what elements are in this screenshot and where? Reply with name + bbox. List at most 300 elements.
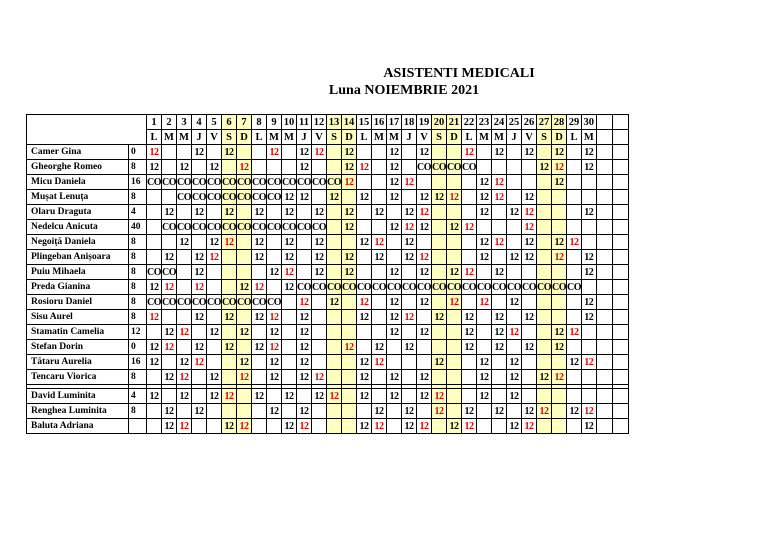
leave-cell: CO xyxy=(462,161,476,173)
empty-cell xyxy=(252,355,267,370)
header-row-days xyxy=(27,115,629,130)
shift-cell: 12 xyxy=(342,265,357,280)
empty-cell xyxy=(462,389,477,404)
shift-cell: 12 xyxy=(567,355,582,370)
shift-cell: 12 xyxy=(297,310,312,325)
empty-cell xyxy=(462,190,477,205)
empty-cell xyxy=(402,370,417,385)
empty-cell xyxy=(252,265,267,280)
empty-cell xyxy=(162,355,177,370)
empty-cell xyxy=(327,265,342,280)
empty-cell xyxy=(507,190,522,205)
shift-cell: 12 xyxy=(417,205,432,220)
shift-cell: 12 xyxy=(252,205,267,220)
staff-row xyxy=(27,404,629,419)
shift-cell: 12 xyxy=(192,310,207,325)
shift-cell: 12 xyxy=(342,145,357,160)
empty-cell xyxy=(522,370,537,385)
leave-cell: CO xyxy=(387,281,401,293)
empty-cell xyxy=(237,145,252,160)
empty-cell xyxy=(192,419,207,434)
leave-cell: CO xyxy=(252,176,266,188)
empty-cell xyxy=(162,190,177,205)
shift-cell: 12 xyxy=(552,175,567,190)
staff-name: David Luminita xyxy=(27,389,129,404)
empty-cell xyxy=(537,265,552,280)
shift-cell: 12 xyxy=(207,325,222,340)
extra-cell xyxy=(612,419,628,434)
empty-cell xyxy=(177,404,192,419)
empty-cell xyxy=(387,340,402,355)
empty-cell xyxy=(357,145,372,160)
day-number: 23 xyxy=(477,115,492,130)
empty-cell xyxy=(267,160,282,175)
shift-cell: 12 xyxy=(462,310,477,325)
empty-cell xyxy=(267,389,282,404)
staff-name: Camer Gina xyxy=(27,145,129,160)
extra-cell xyxy=(612,404,628,419)
leave-cell: CO xyxy=(162,221,176,233)
shift-cell: 12 xyxy=(222,419,237,434)
empty-cell xyxy=(372,325,387,340)
empty-cell xyxy=(492,250,507,265)
empty-cell xyxy=(252,370,267,385)
shift-cell: 12 xyxy=(282,419,297,434)
staff-number: 8 xyxy=(129,250,147,265)
shift-cell: 12 xyxy=(462,220,477,235)
extra-cell xyxy=(596,404,612,419)
empty-cell xyxy=(477,340,492,355)
empty-cell xyxy=(432,205,447,220)
extra-cell xyxy=(596,370,612,385)
shift-cell: 12 xyxy=(192,404,207,419)
shift-cell: 12 xyxy=(297,325,312,340)
extra-cell xyxy=(612,235,628,250)
shift-cell: 12 xyxy=(147,160,162,175)
leave-cell: CO xyxy=(312,281,326,293)
empty-cell xyxy=(267,250,282,265)
empty-cell xyxy=(357,325,372,340)
extra-cell xyxy=(596,325,612,340)
shift-cell: 12 xyxy=(387,295,402,310)
shift-cell: 12 xyxy=(447,265,462,280)
leave-cell: CO xyxy=(162,296,176,308)
shift-cell: 12 xyxy=(477,370,492,385)
header-blank xyxy=(27,115,147,145)
weekday-letter: M xyxy=(162,130,177,145)
empty-cell xyxy=(357,205,372,220)
day-number: 2 xyxy=(162,115,177,130)
shift-cell: 12 xyxy=(462,340,477,355)
shift-cell: 12 xyxy=(207,160,222,175)
staff-name: Renghea Luminita xyxy=(27,404,129,419)
day-number: 22 xyxy=(462,115,477,130)
extra-cell xyxy=(612,340,628,355)
empty-cell xyxy=(552,310,567,325)
shift-cell: 12 xyxy=(192,355,207,370)
empty-cell xyxy=(297,235,312,250)
weekday-letter: L xyxy=(567,130,582,145)
empty-cell xyxy=(477,325,492,340)
leave-cell: CO xyxy=(147,266,161,278)
shift-cell: 12 xyxy=(312,389,327,404)
shift-cell: 12 xyxy=(507,325,522,340)
shift-cell: 12 xyxy=(432,190,447,205)
empty-cell xyxy=(342,389,357,404)
shift-cell: 12 xyxy=(222,389,237,404)
empty-cell xyxy=(312,190,327,205)
shift-cell: 12 xyxy=(582,310,597,325)
shift-cell: 12 xyxy=(177,389,192,404)
shift-cell: 12 xyxy=(372,419,387,434)
empty-cell xyxy=(327,325,342,340)
shift-cell: 12 xyxy=(552,250,567,265)
empty-cell xyxy=(477,160,492,175)
empty-cell xyxy=(252,404,267,419)
empty-cell xyxy=(222,250,237,265)
shift-cell: 12 xyxy=(417,295,432,310)
empty-cell xyxy=(552,295,567,310)
empty-cell xyxy=(432,419,447,434)
extra-cell xyxy=(596,419,612,434)
shift-cell: 12 xyxy=(582,205,597,220)
empty-cell xyxy=(507,175,522,190)
empty-cell xyxy=(492,419,507,434)
empty-cell xyxy=(207,355,222,370)
shift-cell: 12 xyxy=(252,280,267,295)
day-number: 25 xyxy=(507,115,522,130)
extra-cell xyxy=(612,310,628,325)
staff-row xyxy=(27,220,629,235)
shift-cell: 12 xyxy=(522,145,537,160)
shift-cell: 12 xyxy=(552,340,567,355)
empty-cell xyxy=(147,325,162,340)
staff-number: 4 xyxy=(129,389,147,404)
empty-cell xyxy=(567,160,582,175)
empty-cell xyxy=(147,205,162,220)
empty-cell xyxy=(327,160,342,175)
weekday-letter: D xyxy=(342,130,357,145)
empty-cell xyxy=(522,325,537,340)
shift-cell: 12 xyxy=(237,325,252,340)
empty-cell xyxy=(477,265,492,280)
staff-number: 8 xyxy=(129,310,147,325)
empty-cell xyxy=(447,355,462,370)
weekday-letter: M xyxy=(387,130,402,145)
empty-cell xyxy=(327,220,342,235)
shift-cell: 12 xyxy=(432,355,447,370)
empty-cell xyxy=(582,220,597,235)
empty-cell xyxy=(327,250,342,265)
shift-cell: 12 xyxy=(252,235,267,250)
empty-cell xyxy=(537,250,552,265)
empty-cell xyxy=(567,190,582,205)
empty-cell xyxy=(327,235,342,250)
empty-cell xyxy=(387,404,402,419)
shift-cell: 12 xyxy=(582,419,597,434)
shift-cell: 12 xyxy=(282,280,297,295)
day-number: 27 xyxy=(537,115,552,130)
shift-cell: 12 xyxy=(507,370,522,385)
header-extra xyxy=(612,115,628,130)
leave-cell: CO xyxy=(252,296,266,308)
empty-cell xyxy=(492,295,507,310)
leave-cell: CO xyxy=(237,221,251,233)
leave-cell: CO xyxy=(237,176,251,188)
day-number: 10 xyxy=(282,115,297,130)
leave-cell: CO xyxy=(207,191,221,203)
leave-cell: CO xyxy=(462,281,476,293)
weekday-letter: S xyxy=(537,130,552,145)
empty-cell xyxy=(537,145,552,160)
shift-cell: 12 xyxy=(222,310,237,325)
staff-name: Sisu Aurel xyxy=(27,310,129,325)
empty-cell xyxy=(432,325,447,340)
empty-cell xyxy=(342,355,357,370)
shift-cell: 12 xyxy=(447,419,462,434)
leave-cell: CO xyxy=(162,266,176,278)
empty-cell xyxy=(447,404,462,419)
weekday-letter: V xyxy=(312,130,327,145)
empty-cell xyxy=(432,235,447,250)
empty-cell xyxy=(387,355,402,370)
empty-cell xyxy=(402,389,417,404)
weekday-letter: V xyxy=(417,130,432,145)
day-number: 21 xyxy=(447,115,462,130)
shift-cell: 12 xyxy=(297,419,312,434)
empty-cell xyxy=(432,250,447,265)
shift-cell: 12 xyxy=(492,325,507,340)
leave-cell: CO xyxy=(342,281,356,293)
shift-cell: 12 xyxy=(357,389,372,404)
shift-cell: 12 xyxy=(297,160,312,175)
empty-cell xyxy=(327,370,342,385)
shift-cell: 12 xyxy=(402,205,417,220)
shift-cell: 12 xyxy=(417,419,432,434)
shift-cell: 12 xyxy=(492,310,507,325)
shift-cell: 12 xyxy=(327,190,342,205)
day-number: 18 xyxy=(402,115,417,130)
leave-cell: CO xyxy=(312,221,326,233)
day-number: 8 xyxy=(252,115,267,130)
shift-cell: 12 xyxy=(402,310,417,325)
extra-cell xyxy=(612,280,628,295)
shift-cell: 12 xyxy=(492,190,507,205)
day-number: 3 xyxy=(177,115,192,130)
empty-cell xyxy=(402,325,417,340)
empty-cell xyxy=(312,310,327,325)
shift-cell: 12 xyxy=(582,250,597,265)
shift-cell: 12 xyxy=(312,250,327,265)
empty-cell xyxy=(147,370,162,385)
empty-cell xyxy=(582,325,597,340)
shift-cell: 12 xyxy=(387,145,402,160)
empty-cell xyxy=(567,175,582,190)
shift-cell: 12 xyxy=(282,190,297,205)
empty-cell xyxy=(282,145,297,160)
staff-row xyxy=(27,190,629,205)
shift-cell: 12 xyxy=(387,265,402,280)
shift-cell: 12 xyxy=(492,145,507,160)
leave-cell: CO xyxy=(447,161,461,173)
shift-cell: 12 xyxy=(582,160,597,175)
empty-cell xyxy=(147,419,162,434)
day-number: 7 xyxy=(237,115,252,130)
shift-cell: 12 xyxy=(522,419,537,434)
leave-cell: CO xyxy=(282,176,296,188)
extra-cell xyxy=(596,355,612,370)
leave-cell: CO xyxy=(267,176,281,188)
empty-cell xyxy=(222,160,237,175)
shift-cell: 12 xyxy=(477,235,492,250)
empty-cell xyxy=(162,235,177,250)
shift-cell: 12 xyxy=(537,370,552,385)
staff-number: 4 xyxy=(129,205,147,220)
shift-cell: 12 xyxy=(387,160,402,175)
shift-cell: 12 xyxy=(237,419,252,434)
empty-cell xyxy=(567,145,582,160)
empty-cell xyxy=(567,295,582,310)
empty-cell xyxy=(387,205,402,220)
extra-cell xyxy=(612,175,628,190)
staff-name: Tencaru Viorica xyxy=(27,370,129,385)
empty-cell xyxy=(192,370,207,385)
leave-cell: CO xyxy=(207,221,221,233)
empty-cell xyxy=(237,389,252,404)
extra-cell xyxy=(612,355,628,370)
leave-cell: CO xyxy=(417,281,431,293)
day-number: 9 xyxy=(267,115,282,130)
shift-cell: 12 xyxy=(372,404,387,419)
shift-cell: 12 xyxy=(267,340,282,355)
staff-number: 12 xyxy=(129,325,147,340)
extra-cell xyxy=(596,389,612,404)
shift-cell: 12 xyxy=(387,389,402,404)
staff-row xyxy=(27,325,629,340)
empty-cell xyxy=(282,295,297,310)
shift-cell: 12 xyxy=(462,419,477,434)
shift-cell: 12 xyxy=(312,145,327,160)
empty-cell xyxy=(582,190,597,205)
empty-cell xyxy=(222,404,237,419)
shift-cell: 12 xyxy=(432,310,447,325)
staff-row xyxy=(27,355,629,370)
empty-cell xyxy=(567,419,582,434)
shift-cell: 12 xyxy=(342,220,357,235)
leave-cell: CO xyxy=(537,281,551,293)
empty-cell xyxy=(432,145,447,160)
empty-cell xyxy=(567,310,582,325)
leave-cell: CO xyxy=(567,281,581,293)
schedule-table xyxy=(26,114,629,434)
shift-cell: 12 xyxy=(477,295,492,310)
empty-cell xyxy=(327,205,342,220)
empty-cell xyxy=(327,404,342,419)
weekday-letter: L xyxy=(147,130,162,145)
shift-cell: 12 xyxy=(522,220,537,235)
empty-cell xyxy=(522,295,537,310)
staff-row xyxy=(27,370,629,385)
shift-cell: 12 xyxy=(312,205,327,220)
empty-cell xyxy=(282,160,297,175)
leave-cell: CO xyxy=(312,176,326,188)
empty-cell xyxy=(447,389,462,404)
shift-cell: 12 xyxy=(417,145,432,160)
staff-number: 0 xyxy=(129,340,147,355)
shift-cell: 12 xyxy=(492,265,507,280)
shift-cell: 12 xyxy=(267,265,282,280)
empty-cell xyxy=(252,145,267,160)
leave-cell: CO xyxy=(492,281,506,293)
shift-cell: 12 xyxy=(282,205,297,220)
empty-cell xyxy=(417,404,432,419)
staff-row xyxy=(27,265,629,280)
shift-cell: 12 xyxy=(177,419,192,434)
shift-cell: 12 xyxy=(522,340,537,355)
empty-cell xyxy=(537,190,552,205)
weekday-letter: J xyxy=(507,130,522,145)
shift-cell: 12 xyxy=(567,404,582,419)
empty-cell xyxy=(372,145,387,160)
empty-cell xyxy=(522,355,537,370)
leave-cell: CO xyxy=(267,191,281,203)
empty-cell xyxy=(582,235,597,250)
empty-cell xyxy=(417,175,432,190)
shift-cell: 12 xyxy=(522,235,537,250)
shift-cell: 12 xyxy=(237,280,252,295)
empty-cell xyxy=(267,235,282,250)
shift-cell: 12 xyxy=(177,160,192,175)
empty-cell xyxy=(507,145,522,160)
empty-cell xyxy=(237,265,252,280)
empty-cell xyxy=(537,419,552,434)
weekday-letter: V xyxy=(522,130,537,145)
shift-cell: 12 xyxy=(162,340,177,355)
leave-cell: CO xyxy=(282,221,296,233)
empty-cell xyxy=(372,370,387,385)
day-number: 28 xyxy=(552,115,567,130)
weekday-letter: S xyxy=(327,130,342,145)
empty-cell xyxy=(177,310,192,325)
staff-name: Preda Gianina xyxy=(27,280,129,295)
shift-cell: 12 xyxy=(402,175,417,190)
empty-cell xyxy=(462,205,477,220)
staff-number: 16 xyxy=(129,355,147,370)
weekday-letter: D xyxy=(552,130,567,145)
staff-row xyxy=(27,389,629,404)
shift-cell: 12 xyxy=(372,235,387,250)
empty-cell xyxy=(147,235,162,250)
empty-cell xyxy=(447,325,462,340)
empty-cell xyxy=(507,340,522,355)
weekday-letter: D xyxy=(237,130,252,145)
empty-cell xyxy=(372,175,387,190)
empty-cell xyxy=(447,250,462,265)
shift-cell: 12 xyxy=(552,235,567,250)
shift-cell: 12 xyxy=(177,355,192,370)
empty-cell xyxy=(387,235,402,250)
shift-cell: 12 xyxy=(162,419,177,434)
weekday-letter: L xyxy=(357,130,372,145)
empty-cell xyxy=(342,235,357,250)
leave-cell: CO xyxy=(222,296,236,308)
empty-cell xyxy=(492,220,507,235)
empty-cell xyxy=(312,419,327,434)
shift-cell: 12 xyxy=(507,355,522,370)
day-number: 11 xyxy=(297,115,312,130)
leave-cell: CO xyxy=(477,281,491,293)
empty-cell xyxy=(267,419,282,434)
